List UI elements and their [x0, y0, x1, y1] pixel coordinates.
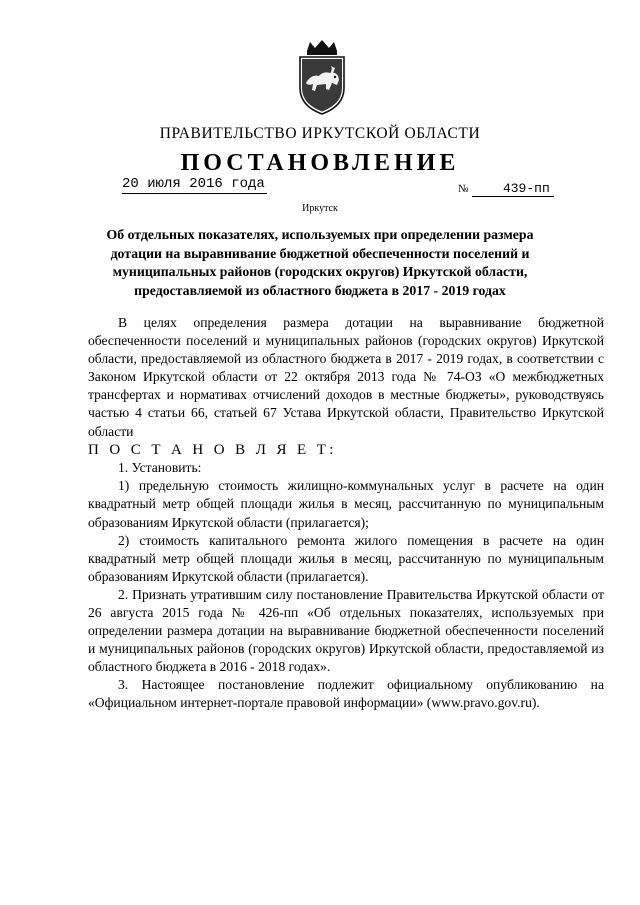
decree-date: 20 июля 2016 года [122, 176, 265, 192]
item-2: 2. Признать утратившим силу постановление Правительства Иркутской области от 26 августа 2015 года № 426-пп «Об отдельных показателях, используемых при определении размера дотации на выравнивание бюджетной обеспеченности поселений и муниципальных районов (городских округов) Иркутской области, предоставляемой из областного бюджета в 2016 - 2018 годах». [88, 586, 604, 675]
city-name: Иркутск [302, 203, 338, 214]
resolves-heading: П О С Т А Н О В Л Я Е Т: [88, 441, 337, 458]
item-1: 1. Установить: [118, 460, 202, 476]
decree-number-block [458, 180, 554, 197]
decree-number: 439-пп [472, 181, 554, 197]
government-name: ПРАВИТЕЛЬСТВО ИРКУТСКОЙ ОБЛАСТИ [159, 125, 481, 142]
preamble-paragraph: В целях определения размера дотации на выравнивание бюджетной обеспеченности поселений и муниципальных районов (городских округов) Иркутской области, предоставляемой из областного бюджета в 2017 - 2019 годах, в соответствии с Законом Иркутской области от 22 октября 2013 года № 74-ОЗ «О межбюджетных трансфертах и нормативах отчислений доходов в местные бюджеты», руководствуясь частью 4 статьи 66, статьей 67 Устава Иркутской области, Правительство Иркутской области [88, 315, 604, 439]
item-3: 3. Настоящее постановление подлежит официальному опубликованию на «Официальном интернет-портале правовой информации» (www.pravo.gov.ru). [88, 677, 604, 711]
document-type: ПОСТАНОВЛЕНИЕ [180, 150, 460, 176]
decree-title: Об отдельных показателях, используемых при определении размера дотации на выравнивание бюджетной обеспеченности поселений и муниципальных районов (городских округов) Иркутской области, предоставляемой из областного бюджета в 2017 - 2019 годах [106, 227, 534, 298]
item-1-subitem-2: 2) стоимость капитального ремонта жилого помещения в расчете на один квадратный метр общей площади жилья в месяц, рассчитанную по муниципальным образованиям Иркутской области (прилагается). [88, 532, 604, 584]
item-1-subitem-1: 1) предельную стоимость жилищно-коммунальных услуг в расчете на один квадратный метр общей площади жилья в месяц, рассчитанную по муниципальным образованиям Иркутской области (прилагается); [88, 478, 604, 530]
decree-body [88, 314, 604, 713]
irkutsk-coat-of-arms-icon [297, 38, 347, 116]
number-sign: № [458, 183, 469, 195]
